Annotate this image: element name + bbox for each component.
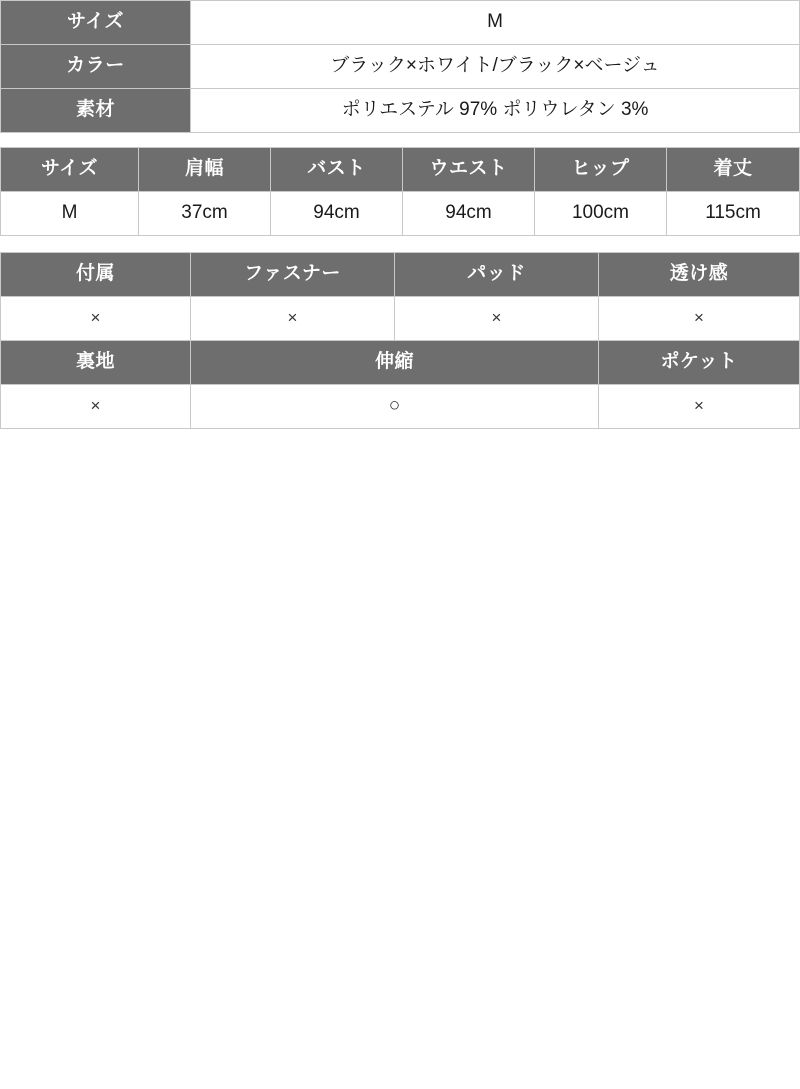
measure-header-waist: ウエスト	[403, 148, 535, 192]
feature-header-lining: 裏地	[1, 341, 191, 385]
feature-header-accessory: 付属	[1, 253, 191, 297]
basic-value-size: M	[191, 1, 800, 45]
feature-value-pad: ×	[395, 297, 599, 341]
measure-value-shoulder: 37cm	[139, 192, 271, 236]
feature-value-zipper: ×	[191, 297, 395, 341]
table-row	[1, 297, 800, 341]
table-header-row	[1, 341, 800, 385]
feature-header-stretch: 伸縮	[191, 341, 599, 385]
feature-value-accessory: ×	[1, 297, 191, 341]
table-gap	[0, 236, 800, 252]
basic-label-material: 素材	[1, 89, 191, 133]
table-row	[1, 89, 800, 133]
table-gap	[0, 133, 800, 147]
table-header-row	[1, 148, 800, 192]
table-row	[1, 1, 800, 45]
measure-header-hip: ヒップ	[535, 148, 667, 192]
measure-value-bust: 94cm	[271, 192, 403, 236]
measure-value-waist: 94cm	[403, 192, 535, 236]
basic-label-size: サイズ	[1, 1, 191, 45]
table-row	[1, 45, 800, 89]
feature-value-sheerness: ×	[599, 297, 800, 341]
table-row	[1, 385, 800, 429]
measure-header-bust: バスト	[271, 148, 403, 192]
measure-value-size: M	[1, 192, 139, 236]
measure-value-hip: 100cm	[535, 192, 667, 236]
measure-header-size: サイズ	[1, 148, 139, 192]
feature-value-stretch: ○	[191, 385, 599, 429]
basic-label-color: カラー	[1, 45, 191, 89]
bottom-whitespace	[0, 429, 800, 1089]
feature-value-pocket: ×	[599, 385, 800, 429]
measure-header-shoulder: 肩幅	[139, 148, 271, 192]
feature-header-sheerness: 透け感	[599, 253, 800, 297]
feature-header-zipper: ファスナー	[191, 253, 395, 297]
table-row	[1, 192, 800, 236]
basic-spec-table	[0, 0, 800, 133]
feature-header-pad: パッド	[395, 253, 599, 297]
measurements-table	[0, 147, 800, 236]
table-header-row	[1, 253, 800, 297]
feature-header-pocket: ポケット	[599, 341, 800, 385]
measure-value-length: 115cm	[667, 192, 800, 236]
measure-header-length: 着丈	[667, 148, 800, 192]
features-top-table	[0, 252, 800, 429]
feature-value-lining: ×	[1, 385, 191, 429]
basic-value-color: ブラック×ホワイト/ブラック×ベージュ	[191, 45, 800, 89]
basic-value-material: ポリエステル 97% ポリウレタン 3%	[191, 89, 800, 133]
